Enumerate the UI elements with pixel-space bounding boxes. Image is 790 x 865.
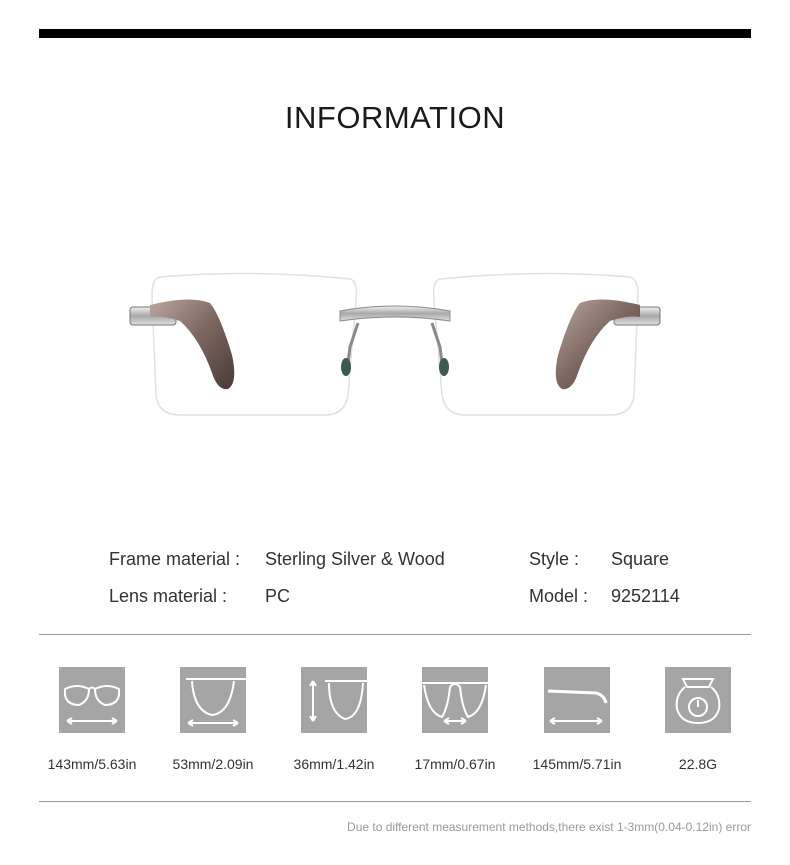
divider-bottom	[39, 801, 751, 802]
lens-material-value: PC	[265, 586, 291, 606]
frame-material-label: Frame material :	[109, 549, 241, 569]
page-title: INFORMATION	[284, 100, 506, 135]
model-label: Model :	[529, 586, 589, 606]
style-value: Square	[611, 549, 670, 569]
weight-label: 22.8G	[678, 756, 718, 772]
lens-material-label: Lens material :	[109, 586, 228, 606]
top-bar	[39, 29, 751, 38]
weight-scale-icon	[665, 667, 731, 733]
measurement-error-note: Due to different measurement methods,there exist 1-3mm(0.04-0.12in) error	[347, 820, 751, 834]
bridge-width-icon	[422, 667, 488, 733]
temple-length-label: 145mm/5.71in	[532, 756, 622, 772]
glasses-product-image	[120, 255, 670, 435]
style-label: Style :	[529, 549, 580, 569]
model-value: 9252114	[611, 586, 680, 606]
bridge-width-label: 17mm/0.67in	[414, 756, 496, 772]
lens-width-label: 53mm/2.09in	[172, 756, 254, 772]
lens-height-label: 36mm/1.42in	[293, 756, 375, 772]
frame-width-icon	[59, 667, 125, 733]
temple-length-icon	[544, 667, 610, 733]
lens-height-icon	[301, 667, 367, 733]
divider-top	[39, 634, 751, 635]
lens-width-icon	[180, 667, 246, 733]
frame-width-label: 143mm/5.63in	[47, 756, 137, 772]
frame-material-value: Sterling Silver & Wood	[265, 549, 445, 569]
